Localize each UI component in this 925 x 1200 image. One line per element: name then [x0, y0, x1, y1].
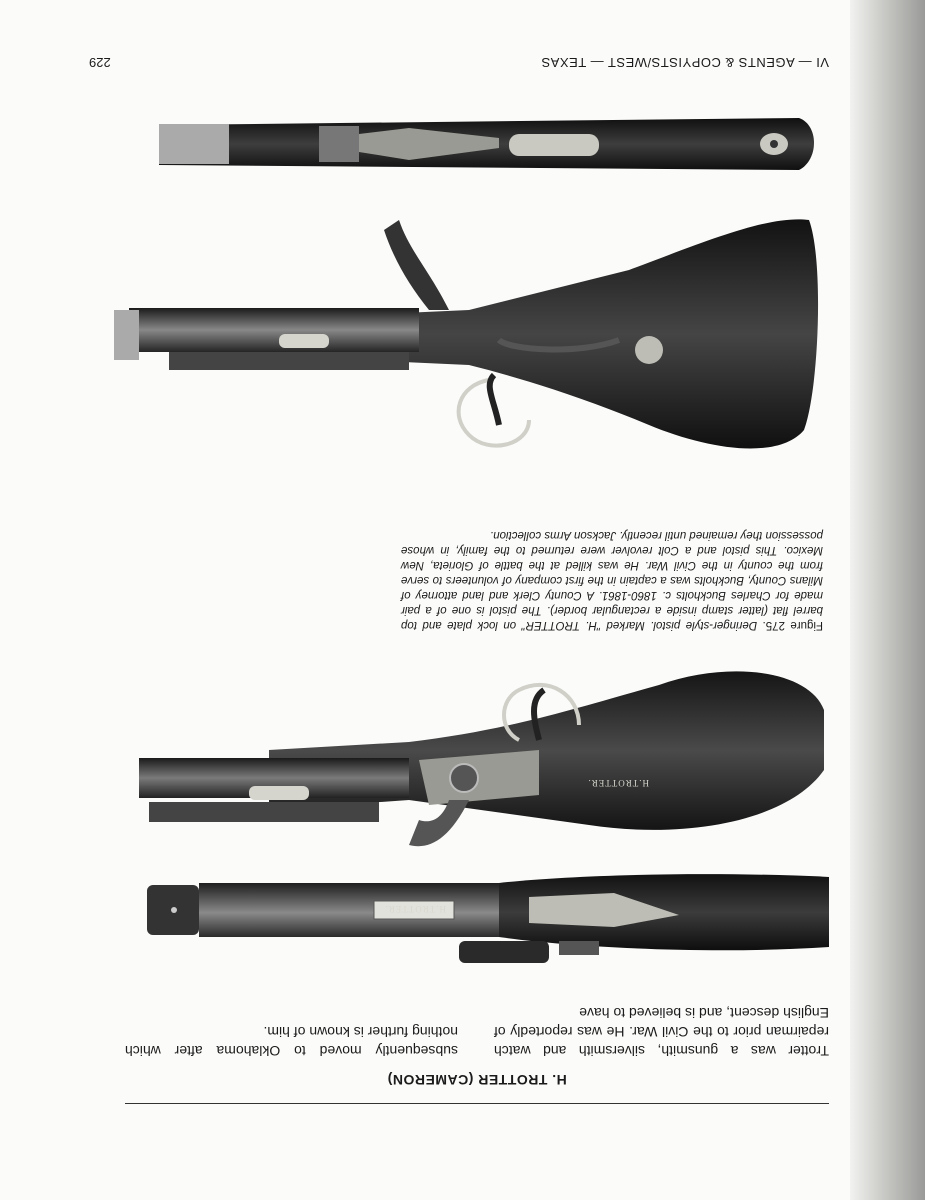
pistol-left-side-photo [109, 200, 829, 460]
pistol-top-view-photo [129, 855, 829, 975]
section-title: H. TROTTER (CAMERON) [387, 1072, 567, 1088]
pistol-underside-photo [129, 90, 829, 200]
running-title: VI — AGENTS & COPYISTS/WEST — TEXAS [541, 55, 829, 70]
figure-caption-text: Deringer-style pistol. Marked "H. TROTTER" on lock plate and top barrel flat (latter stamp inside a rectangular border). The pistol is one of a pair made for Charles Buckholts c. 1860-1861. A County Clerk and land attorney of Milans County, Buckholts was a captain in the first company of volunteers to serve from the county in the Civil War. He was killed at the battle of Glorieta, New Mexico. This pistol and a Colt revolver were returned to the family, in whose possession they remained until recently. Jackson Arms collection. [401, 529, 823, 631]
body-column-right: subsequently moved to Oklahoma after which nothing further is known of him. [125, 1024, 458, 1059]
section-rule [125, 1103, 829, 1104]
figure-caption [401, 527, 823, 632]
running-header [89, 50, 829, 70]
figure-label: Figure 275. [762, 619, 823, 631]
body-column-left: Trotter was a gunsmith, silversmith and watch repairman prior to the Civil War. He was reportedly of English descent, and is believed to have [494, 1005, 829, 1059]
pistol-lock-side-photo [109, 650, 829, 860]
barrel-stamp: H.TROTTER. [384, 904, 446, 914]
lock-plate-stamp: H.TROTTER. [587, 778, 649, 788]
page-number: 229 [89, 55, 111, 70]
